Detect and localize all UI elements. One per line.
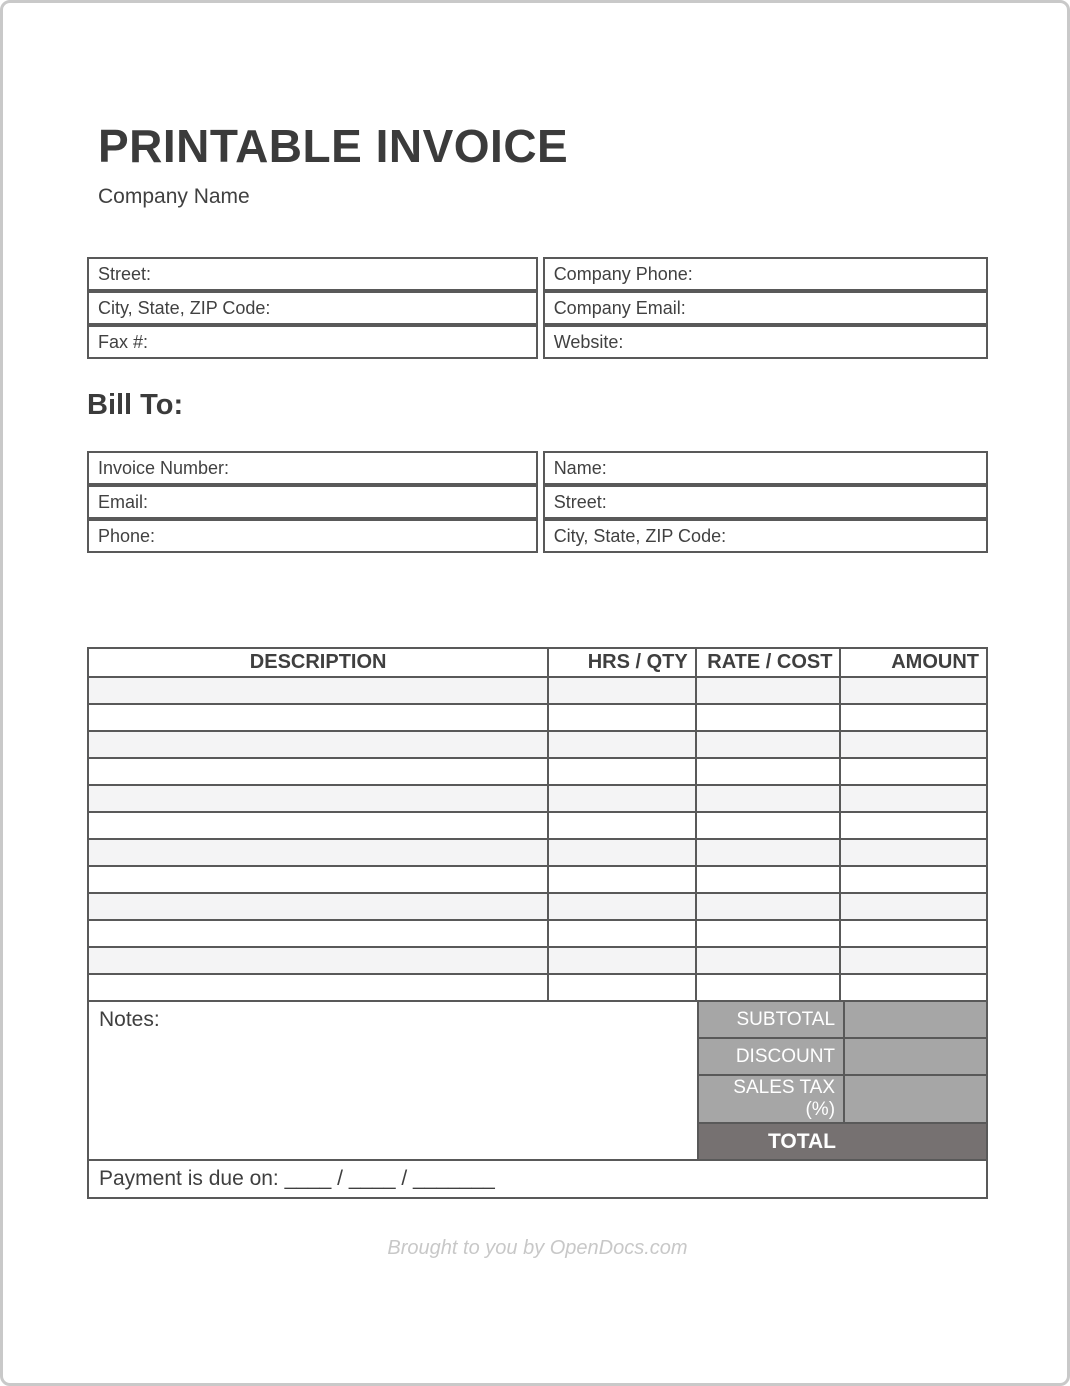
item-cell — [696, 839, 841, 866]
item-row — [88, 893, 987, 920]
notes-cell: Notes: — [88, 1001, 698, 1160]
company-info-row — [87, 291, 988, 325]
item-cell — [88, 704, 548, 731]
item-row — [88, 704, 987, 731]
item-cell — [696, 974, 841, 1001]
field-invoice-number: Invoice Number: — [87, 451, 538, 485]
item-cell — [548, 731, 695, 758]
item-row — [88, 866, 987, 893]
item-cell — [548, 866, 695, 893]
subtotal-label: SUBTOTAL — [698, 1001, 845, 1038]
item-cell — [696, 731, 841, 758]
field-bill-email: Email: — [87, 485, 538, 519]
item-cell — [696, 758, 841, 785]
item-row — [88, 974, 987, 1001]
item-cell — [88, 866, 548, 893]
company-info-row — [87, 325, 988, 359]
item-cell — [548, 974, 695, 1001]
item-cell — [696, 866, 841, 893]
line-items-table — [87, 647, 988, 1002]
item-row — [88, 677, 987, 704]
item-cell — [88, 839, 548, 866]
item-cell — [696, 704, 841, 731]
item-row — [88, 920, 987, 947]
item-cell — [548, 839, 695, 866]
header-amount: AMOUNT — [840, 648, 987, 677]
item-cell — [88, 920, 548, 947]
item-cell — [88, 758, 548, 785]
item-cell — [696, 785, 841, 812]
item-cell — [840, 731, 987, 758]
item-cell — [88, 974, 548, 1001]
item-cell — [696, 947, 841, 974]
item-cell — [840, 758, 987, 785]
field-city-state-zip: City, State, ZIP Code: — [87, 291, 538, 325]
item-cell — [840, 920, 987, 947]
total-label: TOTAL — [698, 1123, 987, 1160]
item-cell — [840, 866, 987, 893]
field-website: Website: — [543, 325, 988, 359]
item-cell — [840, 893, 987, 920]
item-cell — [548, 704, 695, 731]
sales-tax-label: SALES TAX (%) — [698, 1075, 845, 1123]
discount-label: DISCOUNT — [698, 1038, 845, 1075]
item-cell — [840, 974, 987, 1001]
payment-due-text: Payment is due on: ____ / ____ / _______ — [88, 1160, 987, 1198]
field-bill-name: Name: — [543, 451, 988, 485]
field-fax: Fax #: — [87, 325, 538, 359]
field-street: Street: — [87, 257, 538, 291]
item-cell — [548, 920, 695, 947]
summary-table — [87, 1000, 988, 1199]
item-cell — [88, 893, 548, 920]
item-cell — [840, 812, 987, 839]
field-bill-phone: Phone: — [87, 519, 538, 553]
item-cell — [88, 785, 548, 812]
header-hrs-qty: HRS / QTY — [548, 648, 695, 677]
item-cell — [548, 758, 695, 785]
item-cell — [840, 947, 987, 974]
discount-value — [844, 1038, 987, 1075]
subtotal-value — [844, 1001, 987, 1038]
bill-to-row — [87, 519, 988, 553]
bill-to-heading: Bill To: — [87, 389, 184, 421]
item-cell — [88, 812, 548, 839]
item-cell — [548, 947, 695, 974]
item-cell — [548, 677, 695, 704]
item-cell — [696, 893, 841, 920]
item-row — [88, 731, 987, 758]
item-cell — [548, 785, 695, 812]
item-cell — [696, 812, 841, 839]
header-rate-cost: RATE / COST — [696, 648, 841, 677]
item-cell — [548, 893, 695, 920]
item-cell — [840, 677, 987, 704]
item-row — [88, 839, 987, 866]
item-cell — [88, 947, 548, 974]
item-row — [88, 758, 987, 785]
company-info-table — [82, 257, 993, 359]
page-content — [87, 120, 988, 1260]
item-row — [88, 947, 987, 974]
items-header-row — [88, 648, 987, 677]
field-bill-street: Street: — [543, 485, 988, 519]
company-name-label: Company Name — [98, 185, 250, 208]
field-company-phone: Company Phone: — [543, 257, 988, 291]
item-cell — [840, 839, 987, 866]
item-cell — [696, 677, 841, 704]
bill-to-table — [82, 451, 993, 553]
company-info-row — [87, 257, 988, 291]
header-description: DESCRIPTION — [88, 648, 548, 677]
bill-to-row — [87, 451, 988, 485]
item-cell — [840, 785, 987, 812]
sales-tax-value — [844, 1075, 987, 1123]
bill-to-row — [87, 485, 988, 519]
item-cell — [548, 812, 695, 839]
item-cell — [88, 731, 548, 758]
field-bill-city-state-zip: City, State, ZIP Code: — [543, 519, 988, 553]
field-company-email: Company Email: — [543, 291, 988, 325]
item-row — [88, 785, 987, 812]
item-cell — [840, 704, 987, 731]
footer-attribution: Brought to you by OpenDocs.com — [387, 1237, 688, 1259]
item-cell — [696, 920, 841, 947]
item-row — [88, 812, 987, 839]
items-body — [88, 677, 987, 1001]
summary-row — [88, 1001, 987, 1038]
item-cell — [88, 677, 548, 704]
page-title: PRINTABLE INVOICE — [98, 120, 569, 172]
payment-due-row — [88, 1160, 987, 1198]
